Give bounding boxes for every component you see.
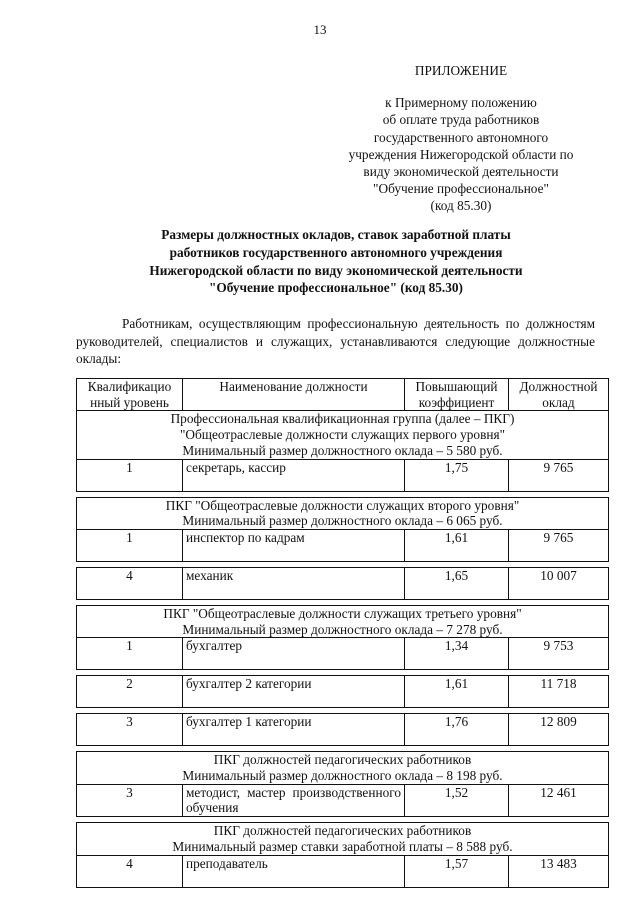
salary-cell: 10 007 <box>509 567 609 599</box>
heading-line: Размеры должностных окладов, ставок заработной платы <box>161 227 511 242</box>
table-row <box>77 567 609 599</box>
group-header-row <box>77 823 609 855</box>
group-header-cell <box>77 411 609 459</box>
salary-cell: 12 461 <box>509 784 609 816</box>
salary-cell: 11 718 <box>509 676 609 708</box>
header-line: Наименование должности <box>219 379 368 394</box>
header-line: нный уровень <box>90 394 169 410</box>
group-header-line: Минимальный размер должностного оклада – 5 580 руб. <box>182 442 503 458</box>
level-cell: 1 <box>77 638 183 670</box>
header-line: коэффициент <box>418 394 495 410</box>
header-line: Квалификацио <box>87 379 172 394</box>
header-line: оклад <box>542 394 575 410</box>
level-cell: 4 <box>77 855 183 887</box>
appendix-line: об оплате труда работников <box>382 112 540 128</box>
level-cell: 1 <box>77 459 183 491</box>
group-header-line: Минимальный размер должностного оклада – 8 198 руб. <box>182 768 503 784</box>
position-cell: механик <box>183 567 405 599</box>
position-cell: бухгалтер 2 категории <box>183 676 405 708</box>
header-salary <box>509 379 609 411</box>
coefficient-cell: 1,34 <box>405 638 509 670</box>
intro-paragraph: Работникам, осуществляющим профессиональную деятельность по должностям руководителей, специалистов и служащих, устанавливаются следующие должностные оклады: <box>76 316 595 366</box>
salary-cell: 9 753 <box>509 638 609 670</box>
group-header-line: ПКГ должностей педагогических работников <box>213 752 472 768</box>
group-header-cell <box>77 497 609 529</box>
appendix-line: "Обучение профессиональное" <box>373 181 549 197</box>
level-cell: 3 <box>77 714 183 746</box>
header-coefficient <box>405 379 509 411</box>
coefficient-cell: 1,57 <box>405 855 509 887</box>
level-cell: 3 <box>77 784 183 816</box>
level-cell: 1 <box>77 529 183 561</box>
page-number: 13 <box>313 22 327 37</box>
coefficient-cell: 1,52 <box>405 784 509 816</box>
group-header-row <box>77 605 609 637</box>
position-cell: методист, мастер производственного обучения <box>183 784 405 816</box>
group-header-cell <box>77 605 609 637</box>
group-header-line: Минимальный размер должностного оклада – 6 065 руб. <box>182 513 503 529</box>
group-header-line: Профессиональная квалификационная группа (далее – ПКГ) <box>170 411 515 427</box>
heading-line: Нижегородской области по виду экономической деятельности <box>149 262 523 278</box>
position-cell: преподаватель <box>183 855 405 887</box>
position-cell: секретарь, кассир <box>183 459 405 491</box>
table-row <box>77 459 609 491</box>
table-row <box>77 714 609 746</box>
header-line: Повышающий <box>415 379 498 394</box>
group-header-cell <box>77 823 609 855</box>
table-row <box>77 855 609 887</box>
salary-cell: 13 483 <box>509 855 609 887</box>
table-row <box>77 529 609 561</box>
group-header-line: ПКГ должностей педагогических работников <box>213 823 472 839</box>
header-line: Должностной <box>519 379 598 394</box>
header-position <box>183 379 405 411</box>
level-cell: 2 <box>77 676 183 708</box>
appendix-line: учреждения Нижегородской области по <box>348 146 574 162</box>
coefficient-cell: 1,76 <box>405 714 509 746</box>
header-level <box>77 379 183 411</box>
salary-cell: 9 765 <box>509 529 609 561</box>
group-header-line: ПКГ "Общеотраслевые должности служащих второго уровня" <box>165 497 520 513</box>
group-header-row <box>77 497 609 529</box>
coefficient-cell: 1,61 <box>405 529 509 561</box>
group-header-line: Минимальный размер должностного оклада – 7 278 руб. <box>182 621 503 637</box>
table-row <box>77 676 609 708</box>
document-heading <box>76 226 596 297</box>
group-header-line: Минимальный размер ставки заработной платы – 8 588 руб. <box>172 838 513 854</box>
coefficient-cell: 1,61 <box>405 676 509 708</box>
group-header-row <box>77 752 609 784</box>
appendix-line: к Примерному положению <box>385 95 537 111</box>
appendix-title: ПРИЛОЖЕНИЕ <box>414 63 508 78</box>
group-header-cell <box>77 752 609 784</box>
group-header-row <box>77 411 609 459</box>
table-header-row <box>77 379 609 411</box>
heading-line: работников государственного автономного учреждения <box>169 244 503 260</box>
position-cell: бухгалтер <box>183 638 405 670</box>
appendix-line: виду экономической деятельности <box>363 164 559 180</box>
appendix-block <box>322 62 600 215</box>
group-header-line: "Общеотраслевые должности служащих первого уровня" <box>179 427 506 443</box>
position-cell: инспектор по кадрам <box>183 529 405 561</box>
group-header-line: ПКГ "Общеотраслевые должности служащих третьего уровня" <box>163 605 522 621</box>
table-row <box>77 784 609 816</box>
coefficient-cell: 1,75 <box>405 459 509 491</box>
table-row <box>77 638 609 670</box>
salary-cell: 9 765 <box>509 459 609 491</box>
coefficient-cell: 1,65 <box>405 567 509 599</box>
appendix-line: (код 85.30) <box>430 198 492 214</box>
position-cell: бухгалтер 1 категории <box>183 714 405 746</box>
heading-line: "Обучение профессиональное" (код 85.30) <box>209 280 463 296</box>
appendix-line: государственного автономного <box>373 129 549 145</box>
salary-table <box>76 378 609 888</box>
level-cell: 4 <box>77 567 183 599</box>
salary-cell: 12 809 <box>509 714 609 746</box>
